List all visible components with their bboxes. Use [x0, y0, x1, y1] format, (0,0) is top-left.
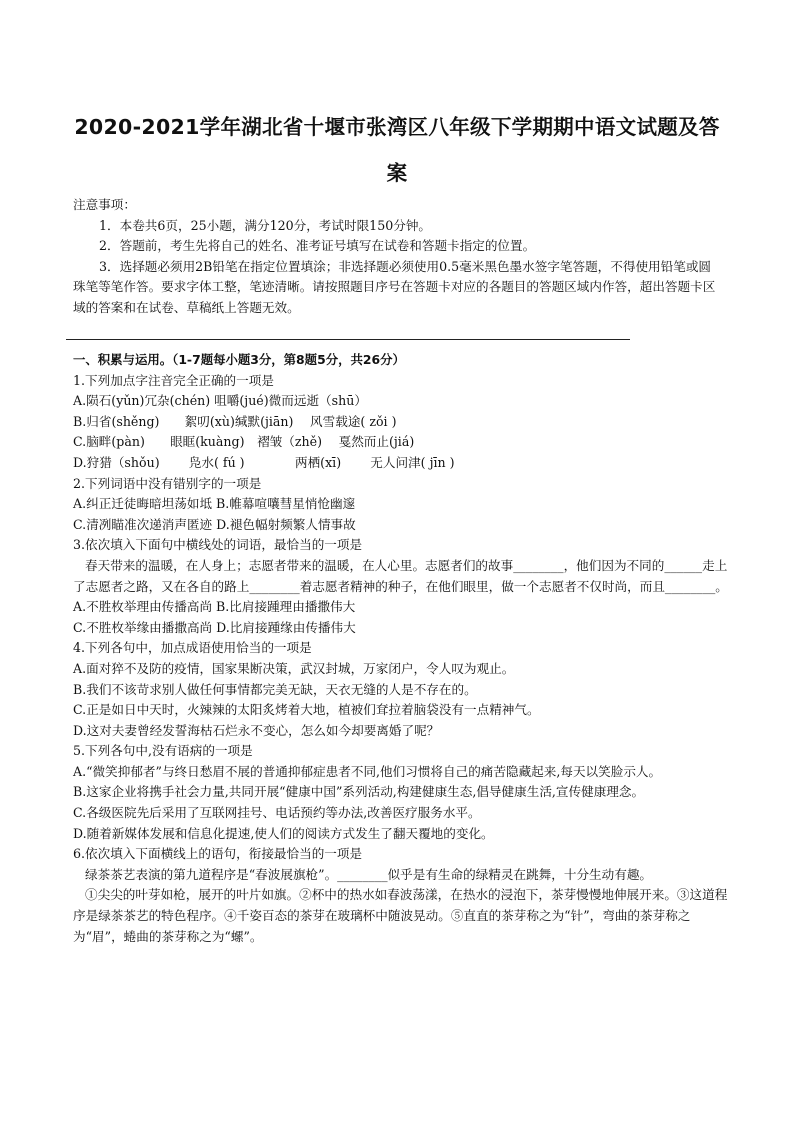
- question-body: [73, 350, 728, 947]
- question-3-options-ab: A.不胜枚举理由传播高尚 B.比肩接踵理由播撒伟大: [73, 599, 356, 615]
- notice-item-2: 2．答题前，考生先将自己的姓名、准考证号填写在试卷和答题卡指定的位置。: [99, 238, 536, 254]
- question-6-stem: 6.依次填入下面横线上的语句，衔接最恰当的一项是: [73, 846, 363, 862]
- question-1-option-b: B.归省(shěng) 絮叨(xù)缄默(jiān) 风雪载途( zǒi ): [73, 413, 397, 429]
- question-3-stem: 3.依次填入下面句中横线处的词语，最恰当的一项是: [73, 537, 363, 553]
- notice-heading: 注意事项：: [73, 197, 136, 212]
- question-2-stem: 2.下列词语中没有错别字的一项是: [73, 475, 262, 491]
- question-4-option-a: A.面对猝不及防的疫情，国家果断决策，武汉封城，万家闭户，令人叹为观止。: [73, 660, 515, 676]
- question-2-options-ab: A.纠正迁徒晦暗坦荡如坻 B.帷幕喧嚷彗星悄怆幽邃: [73, 496, 356, 512]
- question-1-option-c: C.脑畔(pàn) 眼眶(kuàng) 褶皱（zhě) 戛然而止(jiá): [73, 434, 415, 450]
- question-3-options-cd: C.不胜枚举缘由播撒高尚 D.比肩接踵缘由传播伟大: [73, 619, 356, 635]
- title-line-2: 案: [386, 161, 408, 185]
- notice-item-3: 3．选择题必须用2B铅笔在指定位置填涂；非选择题必须使用0.5毫米黑色墨水签字笔答题，不得使用铅笔或圆珠笔等笔作答。要求字体工整，笔迹清晰。请按照题目序号在答题卡对应的各题目的答题区域内作答，超出答题卡区域的答案和在试卷、草稿纸上答题无效。: [73, 258, 716, 315]
- question-5-option-d: D.随着新媒体发展和信息化提速,使人们的阅读方式发生了翻天覆地的变化。: [73, 825, 494, 841]
- question-5-option-c: C.各级医院先后采用了互联网挂号、电话预约等办法,改善医疗服务水平。: [73, 805, 481, 821]
- question-1-option-a: A.陨石(yǔn)冗杂(chén) 咀嚼(jué)微而远逝（shū）: [73, 393, 367, 409]
- question-4-option-b: B.我们不该苛求别人做任何事情都完美无缺，天衣无缝的人是不存在的。: [73, 681, 477, 697]
- exam-notice: [73, 195, 723, 319]
- question-5-stem: 5.下列各句中,没有语病的一项是: [73, 743, 253, 759]
- title-line-1: 2020-2021学年湖北省十堰市张湾区八年级下学期期中语文试题及答: [74, 115, 720, 139]
- question-5-option-b: B.这家企业将携手社会力量,共同开展“健康中国”系列活动,构建健康生态,倡导健康生活,宣传健康理念。: [73, 784, 645, 800]
- divider-line: [66, 339, 630, 340]
- document-title: [40, 104, 754, 196]
- question-4-stem: 4.下列各句中，加点成语使用恰当的一项是: [73, 640, 312, 656]
- question-4-option-c: C.正是如日中天时，火辣辣的太阳炙烤着大地，植被们耷拉着脑袋没有一点精神气。: [73, 702, 540, 718]
- question-6-passage: 绿茶茶艺表演的第九道程序是“春波展旗枪”。________似乎是有生命的绿精灵在跳舞，十分生动有趣。: [85, 866, 653, 882]
- notice-item-1: 1．本卷共6页，25小题，满分120分，考试时限150分钟。: [99, 217, 432, 233]
- question-1-stem: 1.下列加点字注音完全正确的一项是: [73, 372, 274, 388]
- question-4-option-d: D.这对夫妻曾经发誓海枯石烂永不变心，怎么如今却要离婚了呢？: [73, 722, 440, 738]
- question-5-option-a: A.“微笑抑郁者”与终日愁眉不展的普通抑郁症患者不同,他们习惯将自己的痛苦隐藏起来,每天以笑脸示人。: [73, 763, 662, 779]
- question-3-passage: 春天带来的温暖，在人身上；志愿者带来的温暖，在人心里。志愿者们的故事________，他们因为不同的______走上了志愿者之路，又在各自的路上________着志愿者精神的种子，在他们眼里，做一个志愿者不仅时尚，而且________。: [73, 557, 728, 594]
- question-1-option-d: D.狩猎（shǒu) 凫水( fú ) 两栖(xī) 无人问津( jīn ): [73, 454, 455, 470]
- question-2-options-cd: C.清冽瞄准次递消声匿迹 D.褪色幅射频繁人情事故: [73, 516, 356, 532]
- section-heading: 一、积累与运用。（1-7题每小题3分，第8题5分，共26分）: [73, 352, 405, 367]
- question-6-sentences: ①尖尖的叶芽如枪，展开的叶片如旗。②杯中的热水如春波荡漾，在热水的浸泡下，茶芽慢慢地伸展开来。③这道程序是绿茶茶艺的特色程序。④千姿百态的茶芽在玻璃杯中随波晃动。⑤直直的茶芽称之为“针”，弯曲的茶芽称之为“眉”，蜷曲的茶芽称之为“螺”。: [73, 887, 728, 944]
